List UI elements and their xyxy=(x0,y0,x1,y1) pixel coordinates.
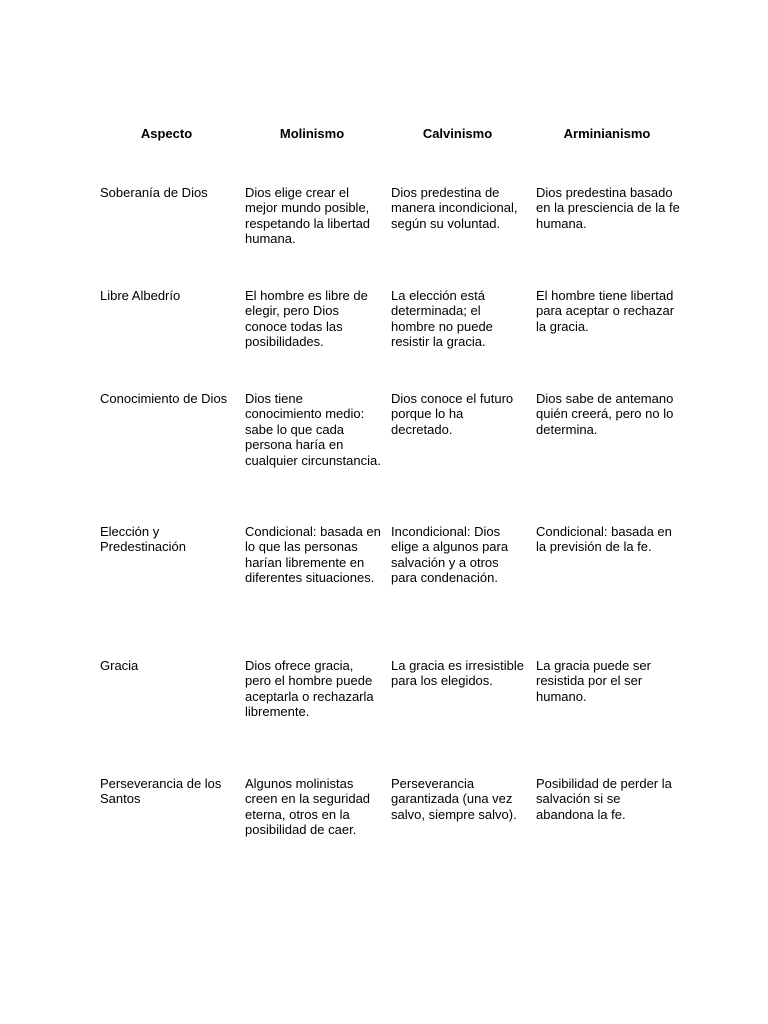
row-aspect-cell: Libre Albedrío xyxy=(100,288,181,303)
calvinismo-cell: Perseverancia garantizada (una vez salvo, siempre salvo). xyxy=(391,776,517,822)
header-arminianismo: Arminianismo xyxy=(563,126,651,141)
row-aspect-cell: Elección y Predestinación xyxy=(100,524,186,555)
row-aspect-cell: Soberanía de Dios xyxy=(100,185,208,200)
molinismo-cell: Dios elige crear el mejor mundo posible, respetando la libertad humana. xyxy=(245,185,371,247)
molinismo-cell: Condicional: basada en lo que las personas harían libremente en diferentes situaciones. xyxy=(245,524,381,586)
arminianismo-cell: Dios predestina basado en la presciencia de la fe humana. xyxy=(536,185,680,231)
molinismo-cell: Dios ofrece gracia, pero el hombre puede aceptarla o rechazarla libremente. xyxy=(245,658,374,720)
header-molinismo: Molinismo xyxy=(279,126,345,141)
table-row xyxy=(94,288,684,391)
row-aspect-cell: Conocimiento de Dios xyxy=(100,391,228,406)
molinismo-cell: El hombre es libre de elegir, pero Dios conoce todas las posibilidades. xyxy=(245,288,368,350)
arminianismo-cell: La gracia puede ser resistida por el ser humano. xyxy=(536,658,651,704)
table-row xyxy=(94,524,684,658)
arminianismo-cell: Condicional: basada en la previsión de la fe. xyxy=(536,524,672,555)
table-row xyxy=(94,185,684,288)
header-aspecto: Aspecto xyxy=(140,126,193,141)
arminianismo-cell: Posibilidad de perder la salvación si se abandona la fe. xyxy=(536,776,672,822)
table-header-row xyxy=(94,118,684,185)
molinismo-cell: Algunos molinistas creen en la seguridad eterna, otros en la posibilidad de caer. xyxy=(245,776,371,838)
header-calvinismo: Calvinismo xyxy=(422,126,493,141)
molinismo-cell: Dios tiene conocimiento medio: sabe lo que cada persona haría en cualquier circunstancia. xyxy=(245,391,381,468)
comparison-table xyxy=(94,118,684,866)
calvinismo-cell: Incondicional: Dios elige a algunos para salvación y a otros para condenación. xyxy=(391,524,509,586)
calvinismo-cell: Dios predestina de manera incondicional, según su voluntad. xyxy=(391,185,518,231)
arminianismo-cell: El hombre tiene libertad para aceptar o rechazar la gracia. xyxy=(536,288,675,334)
calvinismo-cell: La elección está determinada; el hombre no puede resistir la gracia. xyxy=(391,288,493,350)
calvinismo-cell: Dios conoce el futuro porque lo ha decretado. xyxy=(391,391,514,437)
calvinismo-cell: La gracia es irresistible para los elegidos. xyxy=(391,658,524,689)
row-aspect-cell: Perseverancia de los Santos xyxy=(100,776,222,807)
arminianismo-cell: Dios sabe de antemano quién creerá, pero no lo determina. xyxy=(536,391,674,437)
table-row xyxy=(94,776,684,866)
row-aspect-cell: Gracia xyxy=(100,658,139,673)
table-row xyxy=(94,658,684,776)
table-row xyxy=(94,391,684,524)
